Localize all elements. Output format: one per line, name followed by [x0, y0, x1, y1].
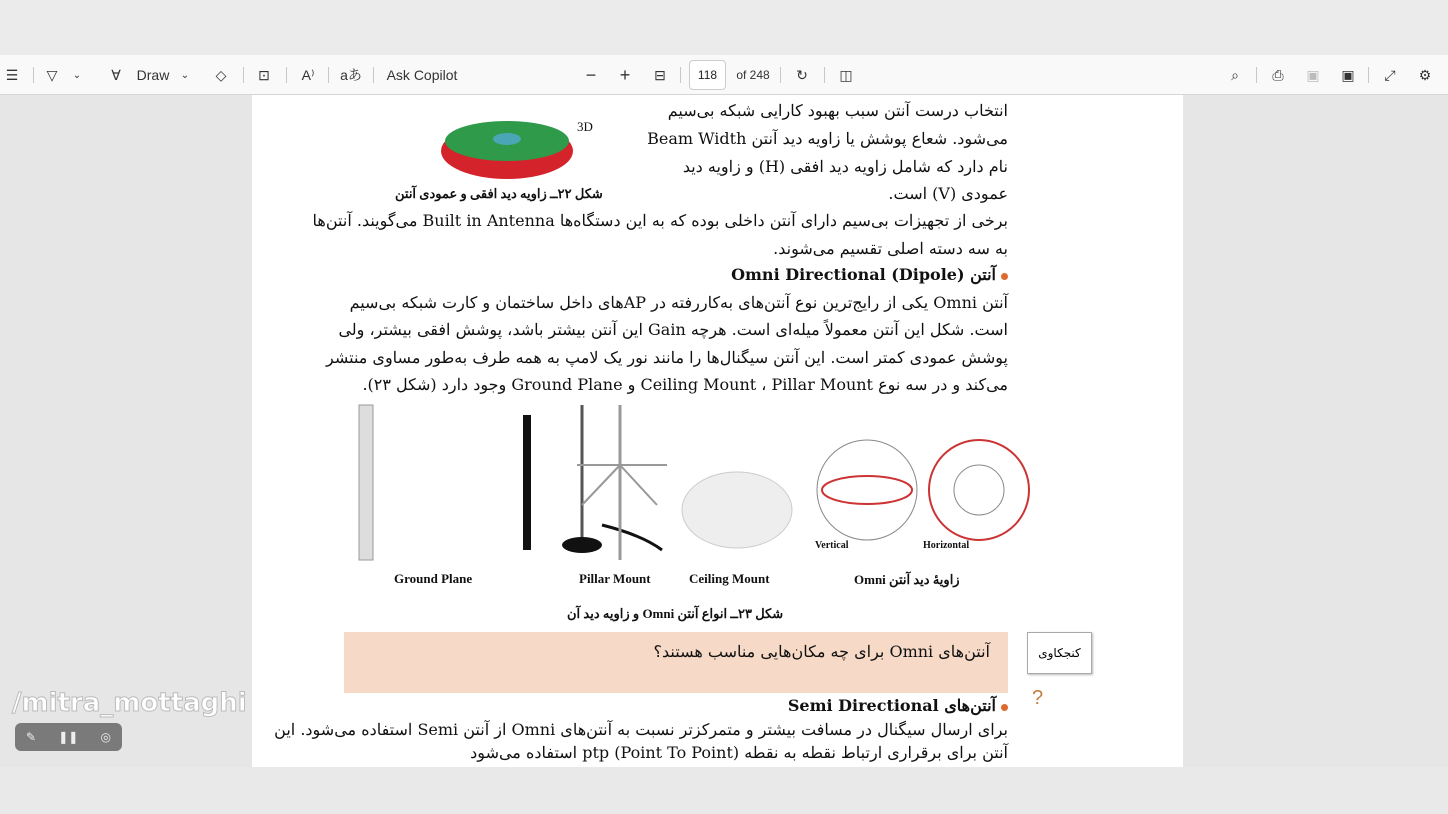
question-box	[344, 632, 1008, 693]
horizontal-label: Horizontal	[923, 540, 970, 551]
vertical-label: Vertical	[815, 540, 849, 551]
read-aloud-icon[interactable]: A⁾	[301, 66, 315, 83]
fig22-caption: شکل ۲۲ــ زاویه دید افقی و عمودی آنتن	[395, 186, 603, 201]
fig23-caption: شکل ۲۳ــ انواع آنتن Omni و زاویه دید آن	[567, 606, 784, 621]
divider	[1368, 67, 1369, 83]
page-view-icon[interactable]: ◫	[839, 66, 853, 83]
print-icon[interactable]: ⎙	[1272, 66, 1284, 83]
paragraph-line: پوشش عمودی کمتر است. این آنتن سیگنال‌ها را مانند نور یک لامپ به همه طرف به‌طور مساوی منتشر	[326, 348, 1008, 367]
translate-icon[interactable]: aあ	[340, 67, 362, 83]
draw-icon[interactable]: ∀	[111, 66, 121, 83]
search-icon[interactable]: ⌕	[1231, 66, 1239, 83]
pdf-toolbar	[0, 55, 1448, 95]
fit-page-icon[interactable]: ⊟	[654, 66, 666, 83]
divider	[328, 67, 329, 83]
settings-icon[interactable]: ⚙	[1418, 66, 1432, 83]
divider	[1256, 67, 1257, 83]
omni-angle-label: زاویهٔ دید آنتن Omni	[854, 572, 960, 587]
paragraph-line: به سه دسته اصلی تقسیم می‌شوند.	[773, 239, 1008, 258]
save-icon[interactable]: ▣	[1306, 66, 1320, 83]
question-text: آنتن‌های Omni برای چه مکان‌هایی مناسب هستند؟	[653, 642, 990, 661]
ground-plane-label: Ground Plane	[394, 571, 473, 586]
divider	[780, 67, 781, 83]
document-viewer[interactable]	[0, 95, 1448, 767]
pillar-mount-label: Pillar Mount	[579, 571, 651, 586]
bottom-bar	[0, 767, 1448, 814]
highlight-icon[interactable]: ▽	[46, 66, 58, 83]
eraser-icon[interactable]: ◇	[215, 66, 227, 83]
paragraph-line: نام دارد که شامل زاویه دید افقی (H) و زاویه دید	[682, 157, 1008, 176]
paragraph-line: عمودی (V) است.	[888, 184, 1008, 203]
contents-icon[interactable]: ☰	[5, 66, 19, 83]
pdf-page	[252, 95, 1183, 767]
draw-button[interactable]: Draw	[136, 67, 170, 83]
page-number-input[interactable]: 118	[689, 60, 726, 90]
paragraph-line: برخی از تجهیزات بی‌سیم دارای آنتن داخلی بوده که به این دستگاه‌ها Built in Antenna می‌گویند. آنتن‌ها	[312, 211, 1008, 230]
chevron-down-icon[interactable]: ⌄	[72, 69, 82, 81]
paragraph-line: انتخاب درست آنتن سبب بهبود کارایی شبکه بی‌سیم	[667, 101, 1008, 120]
zoom-out-icon[interactable]: −	[585, 64, 597, 85]
annotate-icon[interactable]: ✎	[26, 730, 37, 744]
rotate-icon[interactable]: ↻	[796, 66, 808, 83]
section-heading-semi	[788, 696, 1008, 715]
title-area	[0, 0, 1448, 55]
divider	[33, 67, 34, 83]
paragraph-line: برای ارسال سیگنال در مسافت بیشتر و متمرکزتر نسبت به آنتن‌های Omni از آنتن Semi استفاده می‌شود. این	[274, 720, 1008, 739]
section-heading-omni	[731, 265, 1008, 284]
recording-controls	[15, 723, 122, 751]
heading-text: آنتن (Omni Directional (Dipole	[731, 265, 996, 284]
save-as-icon[interactable]: ▣	[1341, 66, 1355, 83]
camera-off-icon[interactable]: ◎	[100, 730, 111, 744]
paragraph-line: است. شکل این آنتن معمولاً میله‌ای است. هرچه Gain این آنتن بیشتر باشد، پوشش افقی بیشتر، ولی	[338, 320, 1008, 339]
paragraph-line: می‌کند و در سه نوع Ceiling Mount ، Pillar Mount و Ground Plane وجود دارد (شکل ۲۳).	[362, 375, 1008, 394]
divider	[243, 67, 244, 83]
bullet-icon	[1001, 273, 1008, 280]
paragraph-line: آنتن برای برقراری ارتباط نقطه به نقطه (Point To Point) ptp استفاده می‌شود	[470, 743, 1008, 762]
watermark: /mitra_mottaghi	[12, 688, 247, 718]
zoom-in-icon[interactable]: +	[619, 64, 631, 85]
curiosity-label: کنجکاوی	[1027, 632, 1092, 674]
bullet-icon	[1001, 704, 1008, 711]
ceiling-mount-label: Ceiling Mount	[689, 571, 770, 586]
heading-text: آنتن‌های Semi Directional	[787, 696, 996, 715]
question-mark-icon: ?	[1032, 687, 1044, 709]
fullscreen-icon[interactable]: ⤢	[1384, 66, 1396, 83]
fig22-3d-pattern-image	[437, 113, 577, 183]
text-box-icon[interactable]: ⊡	[258, 66, 270, 83]
ask-copilot-button[interactable]: Ask Copilot	[386, 67, 458, 83]
fig22-3d-label: 3D	[577, 119, 593, 134]
divider	[824, 67, 825, 83]
divider	[373, 67, 374, 83]
pause-icon[interactable]: ❚❚	[58, 730, 79, 744]
page-total: of 248	[736, 68, 770, 82]
paragraph-line: می‌شود. شعاع پوشش یا زاویه دید آنتن Beam Width	[647, 129, 1008, 148]
paragraph-line: آنتن Omni یکی از رایج‌ترین نوع آنتن‌های به‌کاررفته در APهای داخل ساختمان و کارت شبکه بی‌سیم	[349, 293, 1008, 312]
divider	[286, 67, 287, 83]
chevron-down-icon[interactable]: ⌄	[180, 69, 190, 81]
divider	[680, 67, 681, 83]
